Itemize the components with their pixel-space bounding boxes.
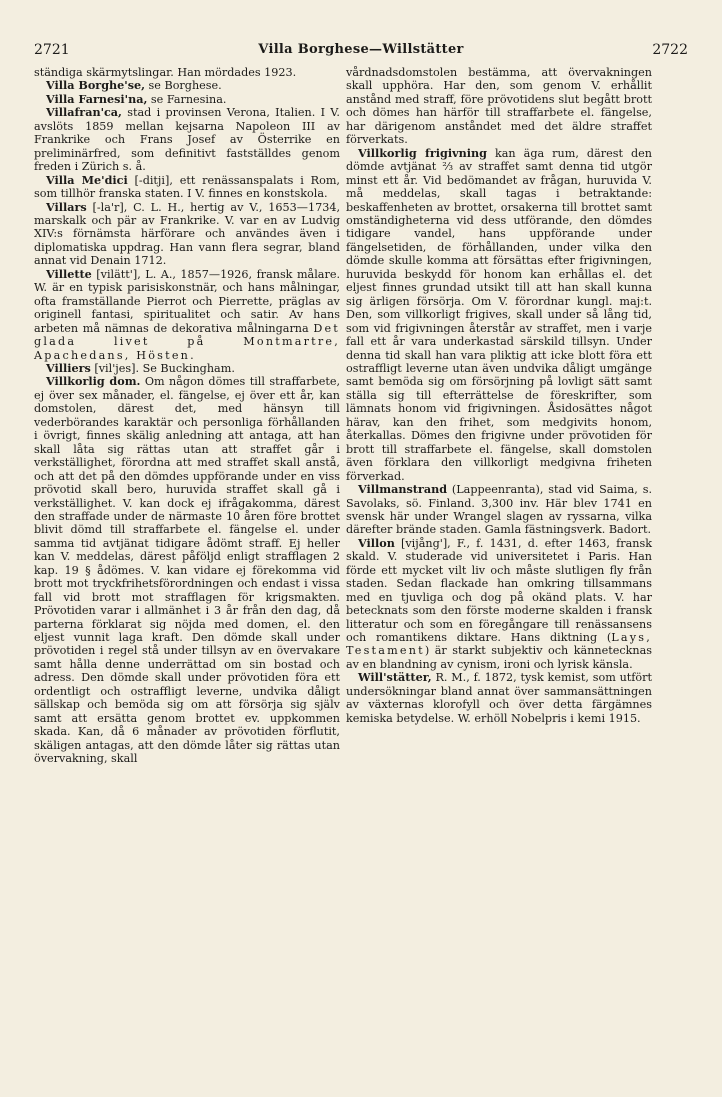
right-column bbox=[346, 66, 652, 725]
entry-villette: Villette [vilätt'], L. A., 1857—1926, fransk målare. W. är en typisk parisiskonstnär, och hans målningar, ofta framställande Pierrot och Pierrette, präglas av originell fantasi, spiritualitet och satir. Av hans arbeten må nämnas de dekorativa målningarna Det glada livet på Montmartre, Apachedans, Hösten. bbox=[34, 266, 340, 362]
entry-villmanstrand: Villmanstrand (Lappeenranta), stad vid Saima, s. Savolaks, sö. Finland. 3,300 inv. Här blev 1741 en svensk här under Wrangel slagen av ryssarna, vilka därefter brände staden. Gamla fästningsverk. Badort. bbox=[346, 482, 652, 537]
entry-villars: Villars [-la'r], C. L. H., hertig av V., 1653—1734, marskalk och pär av Frankrike. V. var en av Ludvig XIV:s förnämsta härförare och användes även i diplomatiska uppdrag. Han vann flera segrar, bland annat vid Denain 1712. bbox=[34, 199, 340, 268]
entry-villon: Villon [vijång'], F., f. 1431, d. efter 1463, fransk skald. V. studerade vid universitetet i Paris. Han förde ett mycket vilt liv och måste slutligen fly från staden. Sedan flackade han omkring tillsammans med en tjuvliga och dog på okänd plats. V. har betecknats som den förste moderne skalden i fransk litteratur och som en föregångare till renässansens och romantikens diktare. Hans diktning (Lays, Testament) är starkt subjektiv och kännetecknas av en blandning av cynism, ironi och lyrisk känsla. bbox=[346, 535, 652, 671]
right-page-number: 2722 bbox=[652, 42, 688, 58]
running-title: Villa Borghese—Willstätter bbox=[258, 42, 464, 57]
entry-villa-borghese: Villa Borghe'se, se Borghese. bbox=[46, 78, 222, 93]
entry-villkorlig-dom: Villkorlig dom. Om någon dömes till straffarbete, ej över sex månader, el. fängelse, ej över ett år, kan domstolen, därest det, med hänsyn till vederbörandes karaktär och personliga förhållanden i övrigt, finnes skälig anledning att antaga, att han skall låta sig rättas utan att straffet går i verkställighet, förordna att med straffet skall anstå, och att det på den dömdes uppförande under en viss prövotid skall bero, huruvida straffet skall gå i verkställighet. V. kan dock ej ifrågakomma, därest den straffade under de närmaste 10 åren före brottet blivit dömd till straffarbete el. fängelse el. under samma tid avtjänat tidigare ådömt straff. Ej heller kan V. meddelas, därest påföljd enligt strafflagen 2 kap. 19 § ådömes. V. kan vidare ej förekomma vid brott mot tryckfrihetsförordningen och endast i vissa fall vid brott mot strafflagen för krigsmakten. Prövotiden varar i allmänhet i 3 år från den dag, då parterna förklarat sig nöjda med domen, el. den eljest vunnit laga kraft. Den dömde skall under prövotiden i regel stå under tillsyn av en övervakare samt hålla denne underrättad om sin bostad och adress. Den dömde skall under prövotiden föra ett ordentligt och ostraffligt leverne, undvika dåligt sällskap och bemöda sig om att försörja sig själv samt att ersätta genom brottet ev. uppkommen skada. Kan, då 6 månader av prövotiden förflutit, skäligen antagas, att den dömde låter sig rättas utan övervakning, skall bbox=[34, 374, 341, 766]
headword: Villkorlig frigivning bbox=[358, 145, 487, 160]
entry-villkorlig-frigivning: Villkorlig frigivning kan äga rum, därest den dömde avtjänat ⅔ av straffet samt denna tid utgör minst ett år. Vid bedömandet av frågan, huruvida V. må meddelas, skall tagas i betraktande: beskaffenheten av brottet, orsakerna till brottet samt omständigheterna vid dess utförande, den dömdes tidigare vandel, hans uppförande under fängelsetiden, de förhållanden, under vilka den dömde skulle komma att försättas efter frigivningen, huruvida beskydd för honom kan erhållas el. det eljest finnes grundad utsikt till att han skall kunna sig ärligen försörja. Om V. förordnar kungl. maj:t. Den, som villkorligt frigives, skall under så lång tid, som vid frigivningen återstår av straffet, men i varje fall ett år vara underkastad särskild tillsyn. Under denna tid skall han vara pliktig att icke blott föra ett ostraffligt leverne utan även undvika dåligt umgänge samt bemöda sig om försörjning på lovligt sätt samt ställa sig till efterrättelse de föreskrifter, som lämnats honom vid frigivningen. Åsidosättes något härav, kan den frihet, som medgivits honom, återkallas. Dömes den frigivne under prövotiden för brott till straffarbete el. fängelse, skall domstolen även förklara den villkorligt medgivna friheten förverkad. bbox=[346, 145, 652, 483]
entry-willstatter: Will'stätter, R. M., f. 1872, tysk kemist, som utfört undersökningar bland annat över sammansättningen av växternas klorofyll och över detta färgämnes kemiska betydelse. W. erhöll Nobelpris i kemi 1915. bbox=[346, 670, 652, 725]
entry-continuation: vårdnadsdomstolen bestämma, att övervakningen skall upphöra. Har den, som genom V. erhållit anstånd med straff, före prövotidens slut begått brott och dömes han härför till straffarbete el. fängelse, har därigenom anståndet med det äldre straffet förverkats. bbox=[346, 66, 652, 147]
headword: Villafran'ca, bbox=[46, 105, 122, 120]
left-column bbox=[34, 66, 340, 766]
work-titles: Lays, Testament bbox=[346, 631, 652, 658]
entry-villiers: Villiers [vil'jes]. Se Buckingham. bbox=[46, 360, 235, 375]
headword: Villkorlig dom. bbox=[46, 374, 141, 389]
headword: Villa Me'dici bbox=[46, 172, 128, 187]
headword: Villon bbox=[358, 535, 395, 550]
headword: Villette bbox=[46, 266, 92, 281]
entry-villa-farnesina: Villa Farnesi'na, se Farnesina. bbox=[46, 91, 227, 106]
left-page-number: 2721 bbox=[34, 42, 70, 58]
artwork-titles: Det glada livet på Montmartre, Apachedans, Hösten bbox=[34, 321, 340, 362]
headword: Villa Borghe'se, bbox=[46, 78, 145, 93]
headword: Villars bbox=[46, 199, 87, 214]
page-header bbox=[0, 0, 722, 70]
headword: Villiers bbox=[46, 360, 91, 375]
headword: Villmanstrand bbox=[358, 482, 448, 497]
entry-villafranca: Villafran'ca, stad i provinsen Verona, Italien. I V. avslöts 1859 mellan kejsarna Napoleon III av Frankrike och Frans Josef av Österrike en preliminärfred, som definitivt fastställdes genom freden i Zürich s. å. bbox=[34, 105, 340, 174]
entry-continuation: ständiga skärmytslingar. Han mördades 1923. bbox=[34, 66, 297, 79]
headword: Villa Farnesi'na, bbox=[46, 91, 148, 106]
entry-villa-medici: Villa Me'dici [-ditji], ett renässanspalats i Rom, som tillhör franska staten. I V. finnes en konstskola. bbox=[34, 172, 340, 201]
headword: Will'stätter, bbox=[358, 670, 432, 685]
